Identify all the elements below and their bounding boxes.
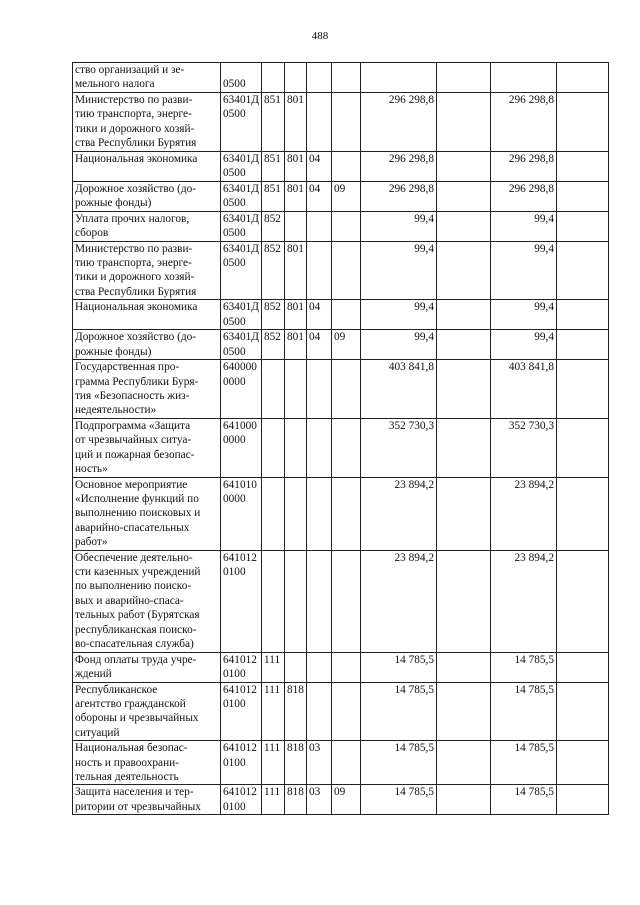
amount-cell: 14 785,5 xyxy=(361,741,437,785)
section-cell xyxy=(307,93,332,152)
table-row xyxy=(73,241,609,300)
row-name-cell: Министерство по разви- тию транспорта, энерге- тики и дорожного хозяй- ства Республики Бурятия xyxy=(73,241,221,300)
target-article-cell: 63401Д 0500 xyxy=(221,151,262,181)
empty-cell xyxy=(437,785,491,815)
amount-total-cell: 296 298,8 xyxy=(491,93,557,152)
amount-total-cell: 23 894,2 xyxy=(491,477,557,550)
amount-total-cell: 99,4 xyxy=(491,300,557,330)
amount-cell: 14 785,5 xyxy=(361,652,437,682)
empty-cell xyxy=(437,93,491,152)
amount-cell: 403 841,8 xyxy=(361,360,437,419)
empty-cell xyxy=(557,93,609,152)
amount-cell: 14 785,5 xyxy=(361,682,437,741)
table-row xyxy=(73,360,609,419)
section-cell: 03 xyxy=(307,785,332,815)
target-article-cell: 641012 0100 xyxy=(221,682,262,741)
row-name-cell: Дорожное хозяйство (до- рожные фонды) xyxy=(73,181,221,211)
empty-cell xyxy=(557,741,609,785)
amount-total-cell: 14 785,5 xyxy=(491,785,557,815)
empty-cell xyxy=(437,477,491,550)
empty-cell xyxy=(437,330,491,360)
department-code-cell: 801 xyxy=(285,93,307,152)
department-code-cell xyxy=(285,418,307,477)
target-article-cell: 63401Д 0500 xyxy=(221,181,262,211)
table-row xyxy=(73,652,609,682)
empty-cell xyxy=(437,550,491,652)
amount-total-cell: 296 298,8 xyxy=(491,181,557,211)
amount-cell: 352 730,3 xyxy=(361,418,437,477)
empty-cell xyxy=(437,682,491,741)
department-code-cell: 801 xyxy=(285,241,307,300)
expense-type-cell: 111 xyxy=(262,785,285,815)
row-name-cell: Дорожное хозяйство (до- рожные фонды) xyxy=(73,330,221,360)
department-code-cell xyxy=(285,652,307,682)
department-code-cell xyxy=(285,360,307,419)
empty-cell xyxy=(557,181,609,211)
section-cell xyxy=(307,241,332,300)
expense-type-cell: 851 xyxy=(262,93,285,152)
empty-cell xyxy=(557,785,609,815)
subsection-cell xyxy=(332,151,361,181)
amount-total-cell: 14 785,5 xyxy=(491,682,557,741)
empty-cell xyxy=(557,418,609,477)
department-code-cell: 801 xyxy=(285,330,307,360)
amount-cell: 99,4 xyxy=(361,330,437,360)
section-cell xyxy=(307,63,332,93)
table-row xyxy=(73,300,609,330)
empty-cell xyxy=(557,477,609,550)
empty-cell xyxy=(557,330,609,360)
amount-total-cell xyxy=(491,63,557,93)
table-row xyxy=(73,181,609,211)
subsection-cell xyxy=(332,477,361,550)
subsection-cell xyxy=(332,418,361,477)
expense-type-cell xyxy=(262,63,285,93)
empty-cell xyxy=(437,418,491,477)
section-cell xyxy=(307,360,332,419)
expense-type-cell: 111 xyxy=(262,652,285,682)
amount-cell: 296 298,8 xyxy=(361,151,437,181)
row-name-cell: Защита населения и тер- ритории от чрезвычайных xyxy=(73,785,221,815)
section-cell xyxy=(307,550,332,652)
target-article-cell: 641012 0100 xyxy=(221,550,262,652)
empty-cell xyxy=(557,550,609,652)
row-name-cell: Государственная про- грамма Республики Буря- тия «Безопасность жиз- недеятельности» xyxy=(73,360,221,419)
target-article-cell: 63401Д 0500 xyxy=(221,330,262,360)
amount-cell: 23 894,2 xyxy=(361,477,437,550)
section-cell xyxy=(307,652,332,682)
table-row xyxy=(73,741,609,785)
empty-cell xyxy=(557,682,609,741)
empty-cell xyxy=(557,652,609,682)
department-code-cell xyxy=(285,211,307,241)
empty-cell xyxy=(437,151,491,181)
target-article-cell: 63401Д 0500 xyxy=(221,241,262,300)
amount-cell: 99,4 xyxy=(361,211,437,241)
empty-cell xyxy=(557,241,609,300)
amount-total-cell: 352 730,3 xyxy=(491,418,557,477)
expense-type-cell: 852 xyxy=(262,241,285,300)
page-number: 488 xyxy=(311,30,329,42)
row-name-cell: Уплата прочих налогов, сборов xyxy=(73,211,221,241)
section-cell: 03 xyxy=(307,741,332,785)
row-name-cell: Национальная безопас- ность и правоохрани- тельная деятельность xyxy=(73,741,221,785)
expense-type-cell: 851 xyxy=(262,181,285,211)
empty-cell xyxy=(437,241,491,300)
subsection-cell: 09 xyxy=(332,785,361,815)
empty-cell xyxy=(557,360,609,419)
department-code-cell: 818 xyxy=(285,785,307,815)
department-code-cell: 801 xyxy=(285,151,307,181)
section-cell: 04 xyxy=(307,300,332,330)
amount-cell: 296 298,8 xyxy=(361,93,437,152)
amount-total-cell: 14 785,5 xyxy=(491,741,557,785)
amount-total-cell: 14 785,5 xyxy=(491,652,557,682)
section-cell xyxy=(307,211,332,241)
subsection-cell xyxy=(332,741,361,785)
target-article-cell: 63401Д 0500 xyxy=(221,93,262,152)
empty-cell xyxy=(557,300,609,330)
table-row xyxy=(73,550,609,652)
expense-type-cell xyxy=(262,418,285,477)
department-code-cell: 801 xyxy=(285,300,307,330)
empty-cell xyxy=(557,63,609,93)
amount-cell xyxy=(361,63,437,93)
target-article-cell: 63401Д 0500 xyxy=(221,300,262,330)
department-code-cell xyxy=(285,550,307,652)
budget-table xyxy=(72,62,609,815)
subsection-cell: 09 xyxy=(332,181,361,211)
target-article-cell: 641010 0000 xyxy=(221,477,262,550)
amount-total-cell: 99,4 xyxy=(491,211,557,241)
table-row xyxy=(73,477,609,550)
department-code-cell xyxy=(285,63,307,93)
section-cell xyxy=(307,682,332,741)
table-row xyxy=(73,418,609,477)
empty-cell xyxy=(437,300,491,330)
expense-type-cell: 852 xyxy=(262,300,285,330)
table-row xyxy=(73,785,609,815)
department-code-cell: 801 xyxy=(285,181,307,211)
amount-total-cell: 99,4 xyxy=(491,241,557,300)
subsection-cell xyxy=(332,652,361,682)
empty-cell xyxy=(437,652,491,682)
row-name-cell: Министерство по разви- тию транспорта, энерге- тики и дорожного хозяй- ства Республики Бурятия xyxy=(73,93,221,152)
row-name-cell: ство организаций и зе- мельного налога xyxy=(73,63,221,93)
subsection-cell xyxy=(332,360,361,419)
row-name-cell: Подпрограмма «Защита от чрезвычайных ситуа- ций и пожарная безопас- ность» xyxy=(73,418,221,477)
section-cell xyxy=(307,418,332,477)
expense-type-cell xyxy=(262,360,285,419)
target-article-cell: 0500 xyxy=(221,63,262,93)
row-name-cell: Обеспечение деятельно- сти казенных учреждений по выполнению поиско- вых и аварийно-спаса- тельных работ (Бурятская республиканская поиско- во-спасательная служба) xyxy=(73,550,221,652)
amount-total-cell: 23 894,2 xyxy=(491,550,557,652)
department-code-cell: 818 xyxy=(285,682,307,741)
section-cell: 04 xyxy=(307,181,332,211)
expense-type-cell: 111 xyxy=(262,741,285,785)
amount-cell: 99,4 xyxy=(361,241,437,300)
amount-total-cell: 99,4 xyxy=(491,330,557,360)
amount-total-cell: 403 841,8 xyxy=(491,360,557,419)
table-body xyxy=(73,63,609,815)
amount-cell: 23 894,2 xyxy=(361,550,437,652)
expense-type-cell: 852 xyxy=(262,330,285,360)
target-article-cell: 641000 0000 xyxy=(221,418,262,477)
amount-cell: 99,4 xyxy=(361,300,437,330)
department-code-cell: 818 xyxy=(285,741,307,785)
table-row xyxy=(73,93,609,152)
target-article-cell: 641012 0100 xyxy=(221,741,262,785)
subsection-cell xyxy=(332,93,361,152)
table-row xyxy=(73,330,609,360)
row-name-cell: Фонд оплаты труда учре- ждений xyxy=(73,652,221,682)
subsection-cell xyxy=(332,211,361,241)
subsection-cell xyxy=(332,300,361,330)
target-article-cell: 641012 0100 xyxy=(221,652,262,682)
table-row xyxy=(73,151,609,181)
target-article-cell: 63401Д 0500 xyxy=(221,211,262,241)
target-article-cell: 640000 0000 xyxy=(221,360,262,419)
amount-total-cell: 296 298,8 xyxy=(491,151,557,181)
subsection-cell xyxy=(332,682,361,741)
row-name-cell: Национальная экономика xyxy=(73,151,221,181)
expense-type-cell: 851 xyxy=(262,151,285,181)
empty-cell xyxy=(437,181,491,211)
row-name-cell: Республиканское агентство гражданской обороны и чрезвычайных ситуаций xyxy=(73,682,221,741)
row-name-cell: Основное мероприятие «Исполнение функций по выполнению поисковых и аварийно-спасательных работ» xyxy=(73,477,221,550)
empty-cell xyxy=(557,211,609,241)
empty-cell xyxy=(437,211,491,241)
target-article-cell: 641012 0100 xyxy=(221,785,262,815)
subsection-cell: 09 xyxy=(332,330,361,360)
section-cell: 04 xyxy=(307,151,332,181)
table-row xyxy=(73,211,609,241)
amount-cell: 14 785,5 xyxy=(361,785,437,815)
department-code-cell xyxy=(285,477,307,550)
table-row xyxy=(73,63,609,93)
expense-type-cell xyxy=(262,550,285,652)
expense-type-cell: 111 xyxy=(262,682,285,741)
table-row xyxy=(73,682,609,741)
empty-cell xyxy=(557,151,609,181)
empty-cell xyxy=(437,741,491,785)
section-cell: 04 xyxy=(307,330,332,360)
subsection-cell xyxy=(332,550,361,652)
amount-cell: 296 298,8 xyxy=(361,181,437,211)
empty-cell xyxy=(437,63,491,93)
empty-cell xyxy=(437,360,491,419)
subsection-cell xyxy=(332,241,361,300)
expense-type-cell: 852 xyxy=(262,211,285,241)
row-name-cell: Национальная экономика xyxy=(73,300,221,330)
section-cell xyxy=(307,477,332,550)
subsection-cell xyxy=(332,63,361,93)
expense-type-cell xyxy=(262,477,285,550)
